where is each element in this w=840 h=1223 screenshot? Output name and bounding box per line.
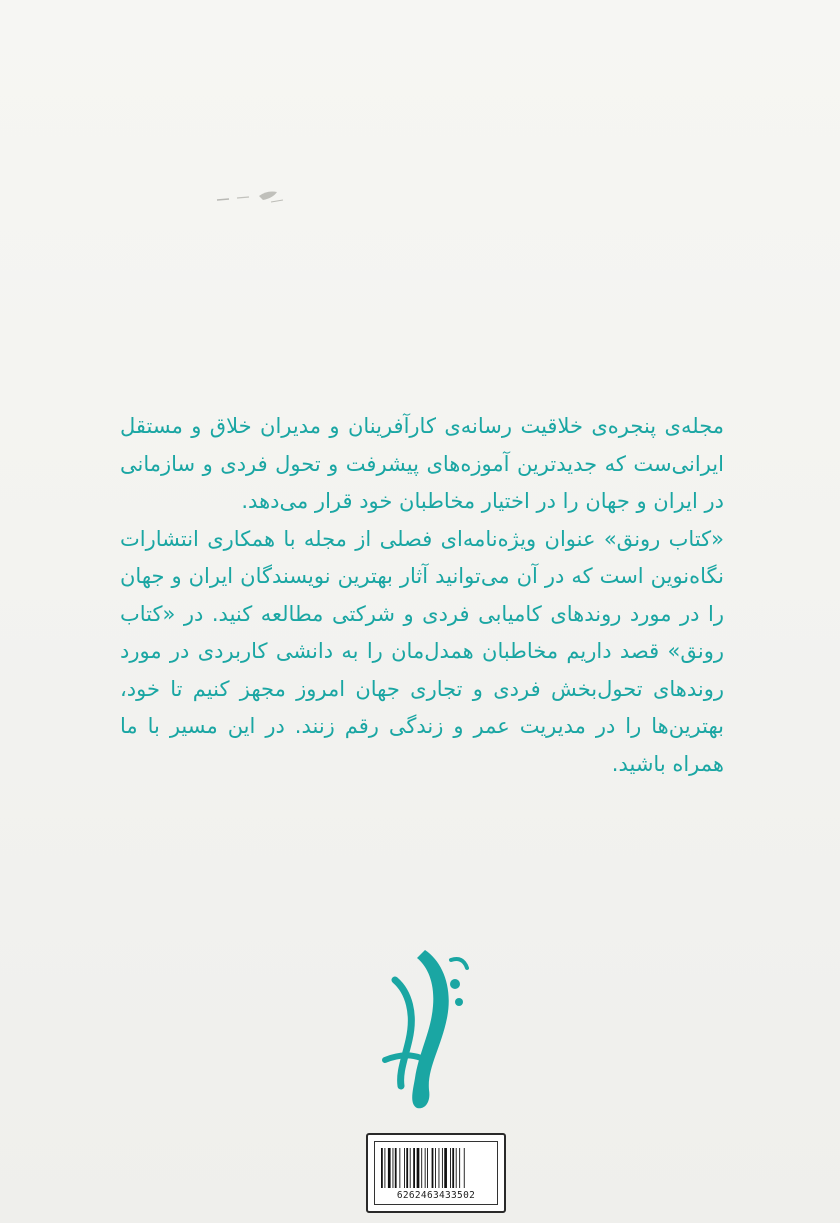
barcode-frame	[366, 1133, 506, 1213]
barcode	[374, 1141, 498, 1205]
publisher-logo-mark	[355, 940, 495, 1115]
paragraph-2: «کتاب رونق» عنوان ویژه‌نامه‌ای فصلی از مجله با همکاری انتشارات نگاه‌نوین است که در آن می‌توانید آثار بهترین نویسندگان ایران و جهان را در مورد روندهای کامیابی فردی و شرکتی مطالعه کنید. در «کتاب رونق» قصد داریم مخاطبان همدل‌مان را به دانشی کاربردی در مورد روندهای تحول‌بخش فردی و تجاری جهان امروز مجهز کنیم تا خود، بهترین‌ها را در مدیریت عمر و زندگی رقم زنند. در این مسیر با ما همراه باشید.	[120, 526, 724, 776]
barcode-bars	[381, 1148, 491, 1188]
barcode-number: 6262463433502	[396, 1190, 476, 1201]
publisher-logo	[355, 940, 495, 1115]
paragraph-1: مجله‌ی پنجره‌ی خلاقیت رسانه‌ی کارآفرینان و مدیران خلاق و مستقل ایرانی‌ست که جدیدترین آموزه‌های پیشرفت و تحول فردی و سازمانی در ایران و جهان را در اختیار مخاطبان خود قرار می‌دهد.	[120, 414, 724, 513]
description-text	[120, 408, 724, 783]
smudge-mark	[215, 186, 295, 208]
